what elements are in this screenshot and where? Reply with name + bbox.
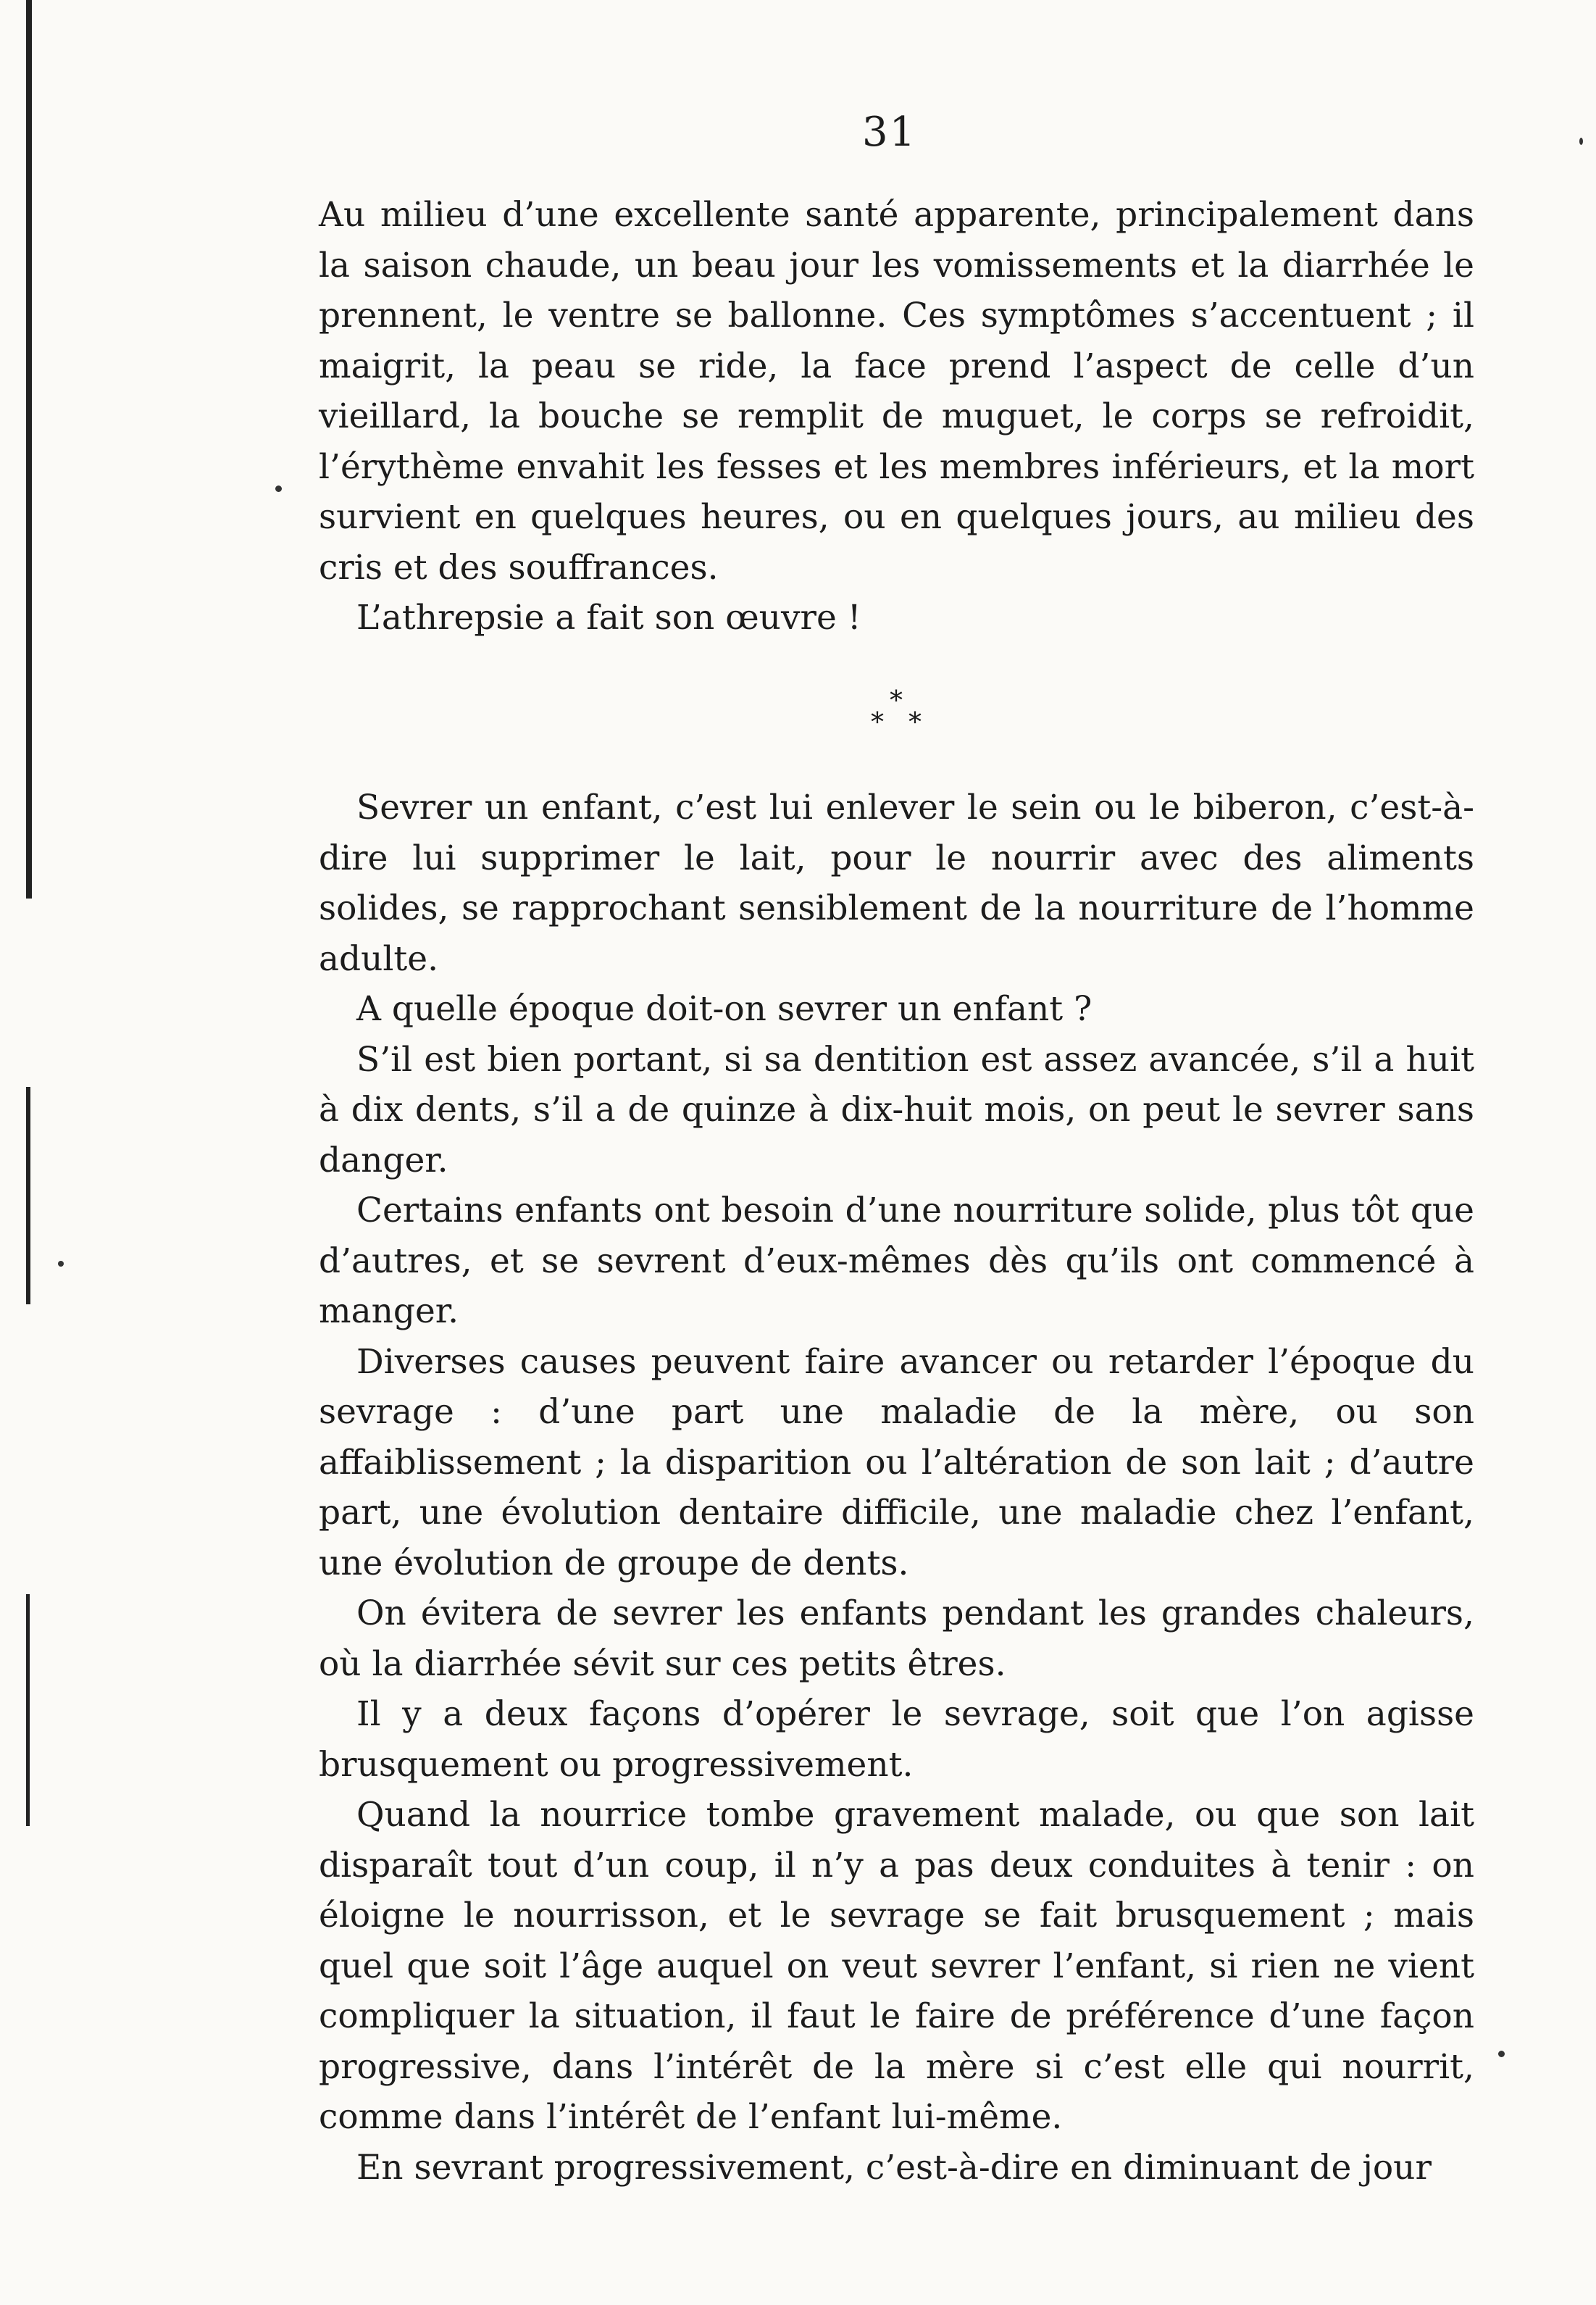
section-separator-asterism [866,688,932,746]
text-block-sevrage [319,783,1474,2193]
ink-speck [1498,2051,1505,2057]
page-number: 31 [862,109,917,156]
paragraph: Sevrer un enfant, c’est lui enlever le sein ou le biberon, c’est-à-dire lui supprimer le lait, pour le nourrir avec des aliments solides, se rapprochant sensiblement de la nourriture de l’homme adulte. [319,788,1474,979]
scan-edge-line [26,1594,30,1826]
paragraph: A quelle époque doit-on sevrer un enfant ? [356,989,1092,1029]
scan-edge-line [26,0,32,899]
asterisk: * [871,708,884,738]
paragraph: On évitera de sevrer les enfants pendant les grandes chaleurs, où la diarrhée sévit sur ces petits êtres. [319,1593,1474,1684]
ink-speck [1579,138,1583,145]
text-block-athrepsie [319,190,1474,643]
paragraph: Il y a deux façons d’opérer le sevrage, soit que l’on agisse brusquement ou progressivement. [319,1694,1474,1785]
paragraph: Au milieu d’une excellente santé apparente, principalement dans la saison chaude, un beau jour les vomissements et la diarrhée le prennent, le ventre se ballonne. Ces symptômes s’accentuent ; il maigrit, la peau se ride, la face prend l’aspect de celle d’un vieillard, la bouche se remplit de muguet, le corps se refroidit, l’érythème envahit les fesses et les membres inférieurs, et la mort survient en quelques heures, ou en quelques jours, au milieu des cris et des souffrances. [319,195,1474,588]
paragraph: Certains enfants ont besoin d’une nourriture solide, plus tôt que d’autres, et se sevrent d’eux-mêmes dès qu’ils ont commencé à manger. [319,1191,1474,1331]
paragraph: Diverses causes peuvent faire avancer ou retarder l’époque du sevrage : d’une part une maladie de la mère, ou son affaiblissement ; la disparition ou l’altération de son lait ; d’autre part, une évolution dentaire difficile, une maladie chez l’enfant, une évolution de groupe de dents. [319,1341,1474,1583]
paragraph: S’il est bien portant, si sa dentition est assez avancée, s’il a huit à dix dents, s’il a de quinze à dix-huit mois, on peut le sevrer sans danger. [319,1039,1474,1180]
asterisk: * [890,686,903,716]
ink-speck [275,485,282,492]
scan-edge-line [26,1087,30,1304]
paragraph: L’athrepsie a fait son œuvre ! [356,598,861,638]
paragraph: En sevrant progressivement, c’est-à-dire en diminuant de jour [356,2147,1432,2188]
ink-speck [58,1261,64,1267]
paragraph: Quand la nourrice tombe gravement malade, ou que son lait disparaît tout d’un coup, il n’y a pas deux conduites à tenir : on éloigne le nourrisson, et le sevrage se fait brusquement ; mais quel que soit l’âge auquel on veut sevrer l’enfant, si rien ne vient compliquer la situation, il faut le faire de préférence d’une façon progressive, dans l’intérêt de la mère si c’est elle qui nourrit, comme dans l’intérêt de l’enfant lui-même. [319,1795,1474,2137]
asterisk: * [908,708,922,738]
